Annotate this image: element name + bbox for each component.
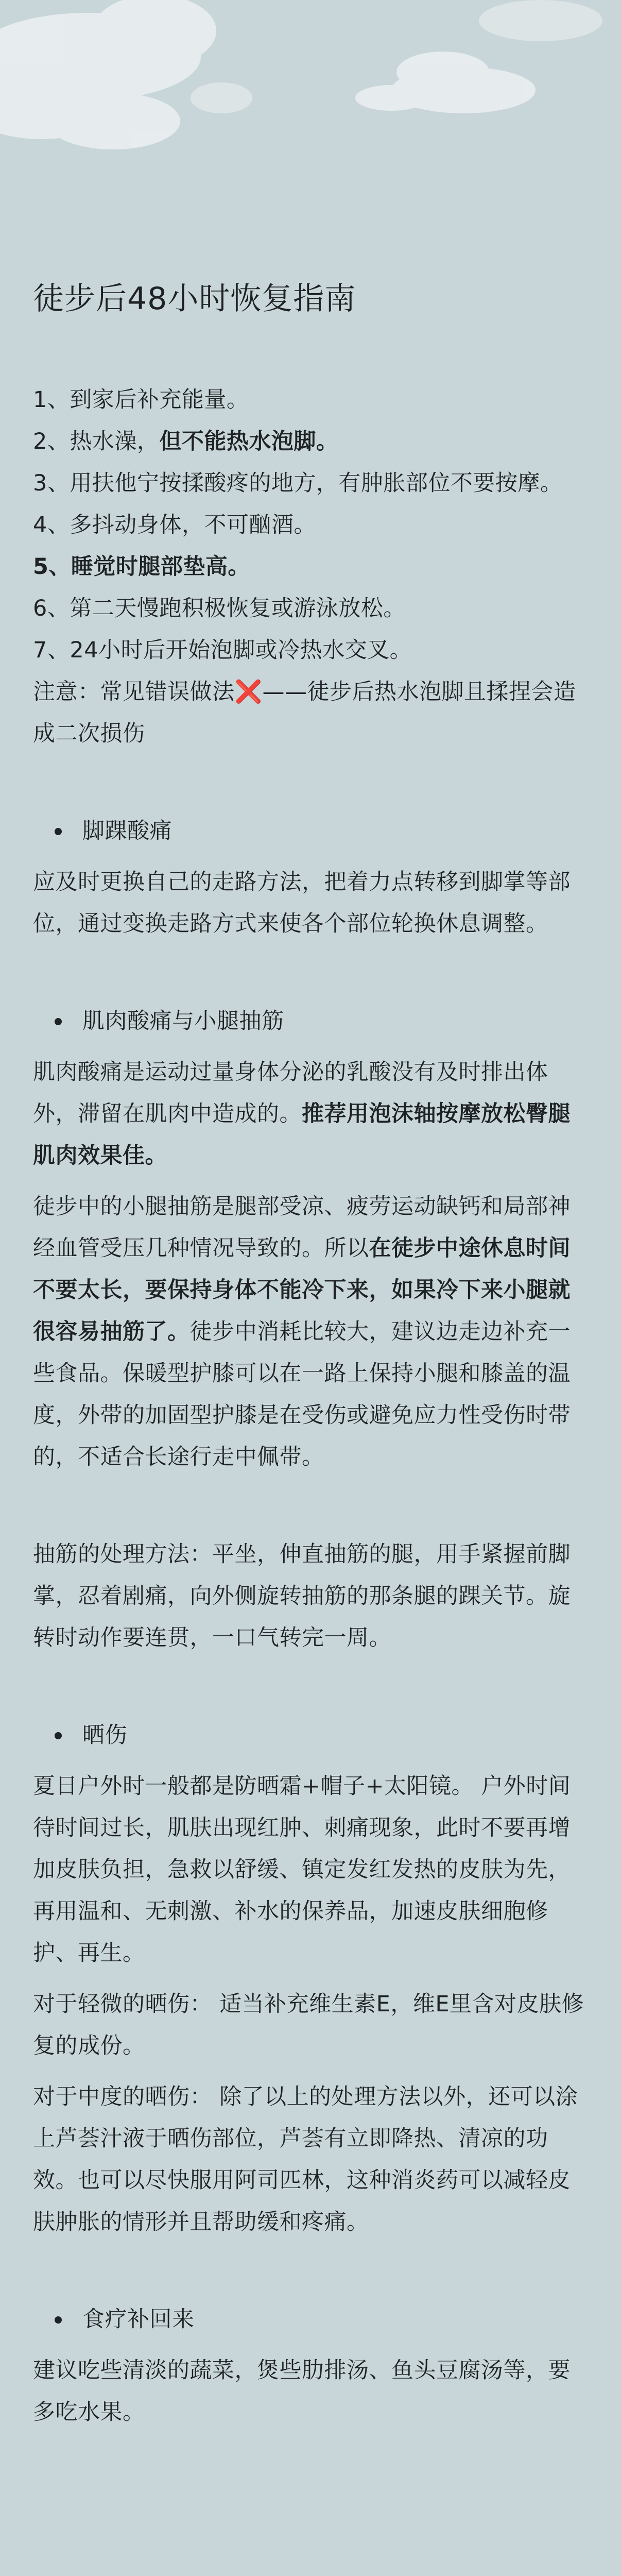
paragraph	[33, 1052, 584, 1177]
warning-label: 注意：常见错误做法	[33, 679, 235, 705]
list-item-emphasis: 但不能热水泡脚。	[159, 429, 339, 454]
list-item-emphasis: 睡觉时腿部垫高。	[71, 554, 250, 580]
section-heading-text: 晒伤	[82, 1722, 127, 1748]
list-item	[33, 546, 584, 588]
paragraph: 建议吃些清淡的蔬菜，煲些肋排汤、鱼头豆腐汤等，要多吃水果。	[33, 2358, 571, 2425]
bullet-dot-icon	[55, 1732, 62, 1739]
list-item-text: 1、到家后补充能量。	[33, 387, 249, 413]
paragraph: 夏日户外时一般都是防晒霜+帽子+太阳镜。 户外时间待时间过长，肌肤出现红肿、刺痛现象，此时不要再增加皮肤负担，急救以舒缓、镇定发红发热的皮肤为先，再用温和、无刺激、补水的保养品，加速皮肤细胞修护、再生。	[33, 1773, 571, 1966]
section-heading-text: 食疗补回来	[82, 2307, 195, 2332]
paragraph-text: 徒步中的小腿抽筋是腿部受凉、疲劳运动缺钙和局部神经血管受压几种情况导致的。所以	[33, 1194, 571, 1261]
list-item	[33, 463, 584, 504]
paragraph: 对于中度的晒伤： 除了以上的处理方法以外，还可以涂上芦荟汁液于晒伤部位，芦荟有立即降热、清凉的功效。也可以尽快服用阿司匹林，这种消炎药可以减轻皮肤肿胀的情形并且帮助缓和疼痛。	[33, 2084, 578, 2235]
paragraph-text: 徒步中消耗比较大，建议边走边补充一些食品。保暖型护膝可以在一路上保持小腿和膝盖的温度，外带的加固型护膝是在受伤或避免应力性受伤时带的，不适合长途行走中佩带。	[33, 1319, 571, 1470]
bullet-dot-icon	[55, 828, 62, 835]
list-item-text: 6、第二天慢跑积极恢复或游泳放松。	[33, 596, 406, 621]
section-heading-ankle	[33, 810, 584, 852]
paragraph	[33, 1186, 584, 1478]
paragraph: 抽筋的处理方法：平坐，伸直抽筋的腿，用手紧握前脚掌，忍着剧痛，向外侧旋转抽筋的那条腿的踝关节。旋转时动作要连贯，一口气转完一周。	[33, 1541, 571, 1651]
paragraph: 应及时更换自己的走路方法，把着力点转移到脚掌等部位，通过变换走路方式来使各个部位轮换休息调整。	[33, 869, 571, 937]
list-item-text: 4、多抖动身体，不可酗酒。	[33, 512, 316, 538]
paragraph: 对于轻微的晒伤： 适当补充维生素E，维E里含对皮肤修复的成份。	[33, 1991, 584, 2059]
list-item-text: 2、热水澡，	[33, 429, 160, 454]
list-item	[33, 379, 584, 421]
list-item	[33, 630, 584, 671]
section-heading-text: 脚踝酸痛	[82, 818, 172, 844]
list-item	[33, 588, 584, 630]
section-heading-diet	[33, 2299, 584, 2341]
dune-illustration	[0, 2571, 621, 2576]
note-body	[33, 278, 584, 2433]
cross-icon: ❌	[234, 679, 263, 705]
list-item	[33, 504, 584, 546]
section-heading-muscle	[33, 1001, 584, 1042]
warning-text: ——徒步后热水泡脚且揉捏会造成二次损伤	[33, 679, 576, 747]
list-item-text: 7、24小时后开始泡脚或冷热水交叉。	[33, 637, 412, 663]
section-heading-sunburn	[33, 1715, 584, 1756]
cloud-illustration	[0, 0, 621, 216]
paragraph-text: 肌肉酸痛是运动过量身体分泌的乳酸没有及时排出体外，滞留在肌肉中造成的。	[33, 1059, 548, 1127]
bullet-dot-icon	[55, 2316, 62, 2324]
page-title: 徒步后48小时恢复指南	[33, 281, 356, 317]
section-heading-text: 肌肉酸痛与小腿抽筋	[82, 1008, 284, 1034]
warning-note	[33, 671, 584, 755]
list-item	[33, 421, 584, 463]
paragraph-emphasis: 在徒步中途休息时间不要太长，要保持身体不能冷下来，如果冷下来小腿就很容易抽筋了。	[33, 1235, 571, 1345]
list-item-text: 3、用扶他宁按揉酸疼的地方，有肿胀部位不要按摩。	[33, 470, 563, 496]
list-item-text: 5、	[33, 554, 71, 580]
bullet-dot-icon	[55, 1018, 62, 1025]
paragraph-emphasis: 推荐用泡沫轴按摩放松臀腿肌肉效果佳。	[33, 1101, 571, 1168]
